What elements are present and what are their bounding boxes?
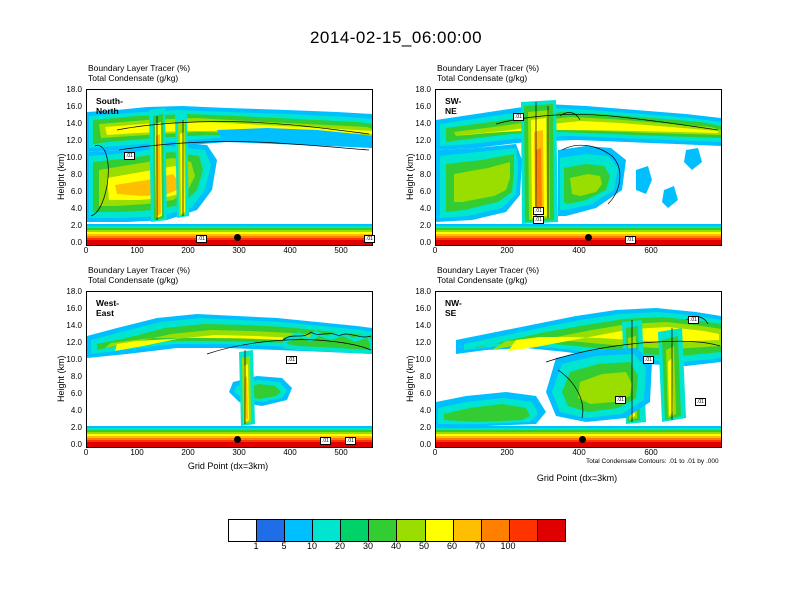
contour-label-br-2: .01 [645,357,652,363]
colorbar-label-8: 70 [474,541,485,551]
y-axis-label-br: Height (km) [405,355,415,402]
y-tick-tl-3: 12.0 [66,136,82,145]
x-tick-tl-2: 200 [181,246,195,255]
x-tick-br-2: 400 [572,448,586,457]
panel-header-line2-bl: Total Condensate (g/kg) [88,275,179,285]
x-tick-tr-2: 400 [572,246,586,255]
y-axis-label-tl: Height (km) [56,153,66,200]
y-tick-br-7: 4.0 [419,406,431,415]
y-tick-br-6: 6.0 [419,389,431,398]
y-tick-tl-8: 2.0 [70,221,82,230]
y-tick-tl-2: 14.0 [66,119,82,128]
x-tick-tr-3: 600 [644,246,658,255]
panel-name-south-north: South-North [96,96,123,116]
y-axis-label-bl: Height (km) [56,355,66,402]
x-tick-tl-4: 400 [283,246,297,255]
panel-name-west-east: West-East [96,298,119,318]
page-title: 2014-02-15_06:00:00 [309,28,483,47]
contour-note: Total Condensate Contours: .01 to .01 by .000 [586,458,719,465]
y-tick-tr-2: 14.0 [415,119,431,128]
colorbar-label-2: 10 [306,541,317,551]
y-tick-bl-3: 12.0 [66,338,82,347]
heatmap-sw-ne [436,90,721,245]
panel-header-line1-tr: Boundary Layer Tracer (%) [437,63,540,73]
x-axis-label-br: Grid Point (dx=3km) [536,473,618,483]
y-tick-tl-6: 6.0 [70,187,82,196]
colorbar-label-0: 1 [253,541,259,551]
panel-header-line2-br: Total Condensate (g/kg) [437,275,528,285]
x-tick-bl-3: 300 [232,448,246,457]
y-tick-br-5: 8.0 [419,372,431,381]
contour-label-tr-2: .01 [535,208,542,214]
y-tick-tl-5: 8.0 [70,170,82,179]
marker-dot-nw-se [579,436,586,443]
y-tick-bl-0: 18.0 [66,287,82,296]
y-tick-bl-2: 14.0 [66,321,82,330]
x-tick-bl-4: 400 [283,448,297,457]
panel-header-line1-bl: Boundary Layer Tracer (%) [88,265,191,275]
colorbar-swatch-8 [454,520,482,541]
y-tick-br-3: 12.0 [415,338,431,347]
contour-label-tr-3: .01 [535,217,542,223]
colorbar-swatch-6 [397,520,425,541]
colorbar-label-4: 30 [362,541,373,551]
heatmap-south-north [87,90,372,245]
y-tick-bl-1: 16.0 [66,304,82,313]
y-tick-br-2: 14.0 [415,321,431,330]
x-tick-br-0: 0 [432,448,438,457]
colorbar-label-9: 100 [500,541,516,551]
y-tick-tr-5: 8.0 [419,170,431,179]
colorbar-label-7: 60 [446,541,457,551]
contour-label-bl-2: .01 [322,438,329,444]
colorbar-label-6: 50 [418,541,429,551]
x-tick-bl-1: 100 [130,448,144,457]
contour-label-tl-2: .01 [198,236,205,242]
x-tick-tr-1: 200 [500,246,514,255]
contour-label-tl-1: .01 [126,153,133,159]
y-tick-tr-3: 12.0 [415,136,431,145]
colorbar-swatch-5 [369,520,397,541]
y-tick-bl-9: 0.0 [70,440,82,449]
panel-header-line1-br: Boundary Layer Tracer (%) [437,265,540,275]
y-tick-br-8: 2.0 [419,423,431,432]
panel-header-line2-tr: Total Condensate (g/kg) [437,73,528,83]
colorbar-swatch-7 [426,520,454,541]
y-tick-tr-8: 2.0 [419,221,431,230]
y-tick-tr-7: 4.0 [419,204,431,213]
x-axis-label-bl: Grid Point (dx=3km) [187,461,269,471]
colorbar-swatch-4 [341,520,369,541]
colorbar-label-5: 40 [390,541,401,551]
y-tick-br-0: 18.0 [415,287,431,296]
x-tick-bl-0: 0 [83,448,89,457]
colorbar-labels [228,541,564,555]
colorbar-swatch-10 [510,520,538,541]
x-tick-br-3: 600 [644,448,658,457]
y-tick-tl-7: 4.0 [70,204,82,213]
y-tick-tl-4: 10.0 [66,153,82,162]
y-tick-bl-4: 10.0 [66,355,82,364]
contour-label-bl-1: .01 [288,357,295,363]
y-tick-tr-0: 18.0 [415,85,431,94]
panel-header-line2-tl: Total Condensate (g/kg) [88,73,179,83]
y-tick-bl-7: 4.0 [70,406,82,415]
heatmap-nw-se [436,292,721,447]
marker-dot-sw-ne [585,234,592,241]
y-axis-label-tr: Height (km) [405,153,415,200]
y-tick-tl-9: 0.0 [70,238,82,247]
x-tick-bl-5: 500 [334,448,348,457]
marker-dot-south-north [234,234,241,241]
colorbar-swatch-9 [482,520,510,541]
plot-area-nw-se[interactable] [435,291,722,448]
y-tick-br-9: 0.0 [419,440,431,449]
contour-label-tr-1: .01 [515,114,522,120]
y-tick-bl-8: 2.0 [70,423,82,432]
x-tick-tl-3: 300 [232,246,246,255]
colorbar-swatch-2 [285,520,313,541]
y-tick-tl-0: 18.0 [66,85,82,94]
y-tick-br-4: 10.0 [415,355,431,364]
x-tick-tr-0: 0 [432,246,438,255]
y-tick-bl-6: 6.0 [70,389,82,398]
colorbar-swatch-11 [538,520,565,541]
colorbar-label-3: 20 [334,541,345,551]
y-tick-br-1: 16.0 [415,304,431,313]
colorbar-label-1: 5 [281,541,287,551]
contour-label-br-4: .01 [697,399,704,405]
plot-area-sw-ne[interactable] [435,89,722,246]
panel-header-line1-tl: Boundary Layer Tracer (%) [88,63,191,73]
x-tick-tl-5: 500 [334,246,348,255]
y-tick-tl-1: 16.0 [66,102,82,111]
plot-area-south-north[interactable] [86,89,373,246]
contour-label-bl-3: .01 [347,438,354,444]
marker-dot-west-east [234,436,241,443]
contour-label-tr-4: .01 [627,237,634,243]
y-tick-tr-9: 0.0 [419,238,431,247]
x-tick-tl-1: 100 [130,246,144,255]
plot-area-west-east[interactable] [86,291,373,448]
y-tick-tr-4: 10.0 [415,153,431,162]
contour-label-br-3: .01 [617,397,624,403]
x-tick-tl-0: 0 [83,246,89,255]
contour-label-tl-3: .01 [366,236,373,242]
colorbar-swatch-0 [229,520,257,541]
colorbar-swatch-1 [257,520,285,541]
x-tick-br-1: 200 [500,448,514,457]
y-tick-bl-5: 8.0 [70,372,82,381]
y-tick-tr-6: 6.0 [419,187,431,196]
x-tick-bl-2: 200 [181,448,195,457]
heatmap-west-east [87,292,372,447]
panel-name-sw-ne: SW-NE [445,96,462,116]
y-tick-tr-1: 16.0 [415,102,431,111]
panel-name-nw-se: NW-SE [445,298,462,318]
colorbar [228,519,566,542]
contour-label-br-1: .01 [690,317,697,323]
colorbar-swatch-3 [313,520,341,541]
